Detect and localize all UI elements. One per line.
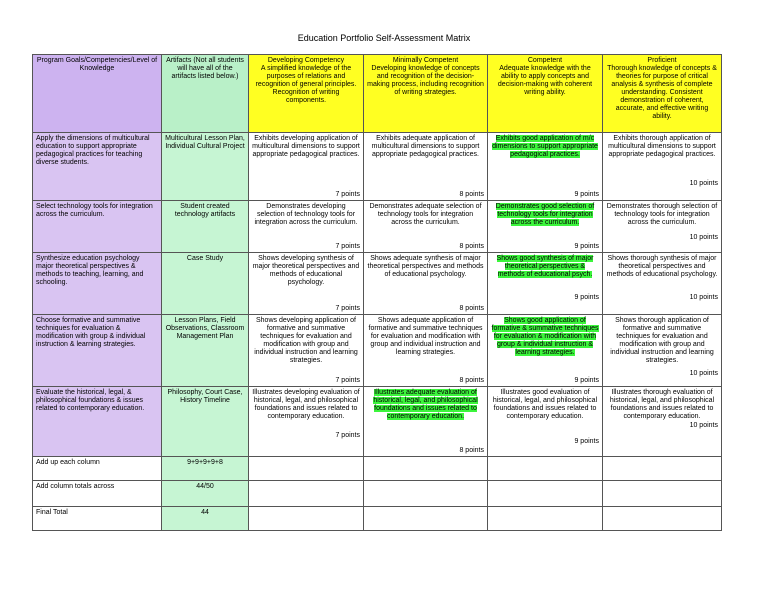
points-label: 7 points (335, 432, 360, 439)
points-label: 8 points (459, 305, 484, 312)
points-label: 10 points (689, 294, 718, 301)
level-name: Competent (527, 57, 563, 64)
empty-cell (249, 507, 364, 531)
level-desc: Developing knowledge of concepts and recognition of the decision-making process, including recognition of writing strategies. (367, 65, 484, 96)
artifact-cell: Multicultural Lesson Plan, Individual Cultural Project (162, 133, 249, 201)
points-label: 9 points (574, 377, 599, 384)
rubric-cell (603, 315, 722, 387)
cell-text: Shows adequate application of formative and summative techniques for evaluation and modification with group and individual instruction and learning strategies. (368, 317, 483, 356)
cell-text-highlighted: Shows good synthesis of major theoretical perspectives & methods of educational psych. (496, 255, 594, 278)
table-row (33, 133, 722, 201)
cell-text: Shows thorough application of formative and summative techniques for evaluation and modification with group and individual instruction and learning strategies. (610, 317, 714, 364)
rubric-cell-selected (488, 253, 603, 315)
cell-text-highlighted: Demonstrates good selection of technology tools for integration across the curriculum. (495, 203, 595, 226)
footer-value: 44/50 (162, 481, 249, 507)
artifact-cell: Lesson Plans, Field Observations, Classroom Management Plan (162, 315, 249, 387)
footer-row (33, 481, 722, 507)
artifact-cell: Philosophy, Court Case, History Timeline (162, 387, 249, 457)
cell-text: Shows developing synthesis of major theoretical perspectives and methods of educational psychology. (252, 255, 360, 286)
cell-text: Exhibits adequate application of multicultural dimensions to support appropriate pedagogical practices. (371, 135, 480, 158)
points-label: 8 points (459, 243, 484, 250)
cell-text-highlighted: Shows good application of formative & summative techniques for evaluation & modification with group & individual instruction & learning strategies. (491, 317, 599, 356)
rubric-cell (364, 133, 488, 201)
rubric-cell (603, 253, 722, 315)
rubric-cell (603, 133, 722, 201)
rubric-cell (249, 201, 364, 253)
points-label: 10 points (689, 370, 718, 377)
level-name: Developing Competency (267, 57, 345, 64)
level-header-proficient (603, 55, 722, 133)
header-row (33, 55, 722, 133)
level-desc: Thorough knowledge of concepts & theories for purpose of critical analysis & synthesis of complete understanding. Consistent demonstration of coherent, accurate, and effective writing ability. (607, 65, 717, 120)
empty-cell (603, 481, 722, 507)
rubric-cell (364, 253, 488, 315)
level-name: Minimally Competent (392, 57, 459, 64)
rubric-cell (249, 133, 364, 201)
empty-cell (488, 457, 603, 481)
empty-cell (364, 457, 488, 481)
footer-label: Add column totals across (33, 481, 162, 507)
goal-cell: Choose formative and summative techniques for evaluation & modification with group & individual instruction & learning strategies. (33, 315, 162, 387)
rubric-cell (364, 315, 488, 387)
rubric-cell (603, 201, 722, 253)
points-label: 10 points (689, 180, 718, 187)
goal-cell: Evaluate the historical, legal, & philosophical foundations & issues related to contemporary education. (33, 387, 162, 457)
table-row (33, 253, 722, 315)
footer-row (33, 457, 722, 481)
cell-text-highlighted: Exhibits good application of m/c dimensions to support appropriate pedagogical practices. (492, 135, 598, 158)
self-assessment-matrix (32, 54, 722, 531)
artifact-cell: Case Study (162, 253, 249, 315)
rubric-cell (603, 387, 722, 457)
points-label: 10 points (689, 234, 718, 241)
level-desc: Adequate knowledge with the ability to apply concepts and decision-making with coherent writing ability. (497, 65, 593, 96)
points-label: 7 points (335, 305, 360, 312)
rubric-cell (249, 387, 364, 457)
rubric-cell (364, 201, 488, 253)
points-label: 8 points (459, 447, 484, 454)
rubric-cell-selected (488, 201, 603, 253)
footer-label: Add up each column (33, 457, 162, 481)
level-header-minimal (364, 55, 488, 133)
empty-cell (488, 481, 603, 507)
points-label: 9 points (574, 243, 599, 250)
empty-cell (603, 457, 722, 481)
empty-cell (249, 457, 364, 481)
table-row (33, 201, 722, 253)
level-desc: A simplified knowledge of the purposes of relations and recognition of general principles. Recognition of writing components. (255, 65, 357, 104)
cell-text: Shows developing application of formative and summative techniques for evaluation and modification with group and individual instruction and learning strategies. (254, 317, 358, 364)
level-header-developing (249, 55, 364, 133)
table-row (33, 387, 722, 457)
points-label: 7 points (335, 243, 360, 250)
cell-text: Illustrates developing evaluation of historical, legal, and philosophical foundations and issues related to contemporary education. (252, 389, 360, 420)
empty-cell (364, 481, 488, 507)
empty-cell (603, 507, 722, 531)
artifact-cell: Student created technology artifacts (162, 201, 249, 253)
page-title: Education Portfolio Self-Assessment Matrix (297, 33, 471, 43)
cell-text: Exhibits developing application of multicultural dimensions to support appropriate pedagogical practices. (252, 135, 360, 158)
artifacts-header: Artifacts (Not all students will have all of the artifacts listed below.) (162, 55, 249, 133)
footer-value: 44 (162, 507, 249, 531)
footer-row (33, 507, 722, 531)
footer-label: Final Total (33, 507, 162, 531)
cell-text: Exhibits thorough application of multicultural dimensions to support appropriate pedagogical practices. (608, 135, 716, 158)
rubric-cell (249, 253, 364, 315)
goal-cell: Apply the dimensions of multicultural education to support appropriate pedagogical practices for teaching diverse students. (33, 133, 162, 201)
points-label: 10 points (689, 422, 718, 429)
footer-value: 9+9+9+9+8 (162, 457, 249, 481)
points-label: 9 points (574, 294, 599, 301)
level-name: Proficient (647, 57, 677, 64)
points-label: 7 points (335, 377, 360, 384)
cell-text: Illustrates thorough evaluation of historical, legal, and philosophical foundations and issues related to contemporary education. (609, 389, 715, 420)
points-label: 7 points (335, 191, 360, 198)
cell-text-highlighted: Illustrates adequate evaluation of historical, legal, and philosophical foundations and issues related to contemporary education. (373, 389, 478, 420)
level-header-competent (488, 55, 603, 133)
rubric-cell (249, 315, 364, 387)
points-label: 9 points (574, 438, 599, 445)
goals-header: Program Goals/Competencies/Level of Knowledge (33, 55, 162, 133)
points-label: 9 points (574, 191, 599, 198)
rubric-cell-selected (488, 315, 603, 387)
points-label: 8 points (459, 377, 484, 384)
rubric-cell-selected (364, 387, 488, 457)
goal-cell: Select technology tools for integration across the curriculum. (33, 201, 162, 253)
cell-text: Demonstrates developing selection of technology tools for integration across the curriculum. (254, 203, 358, 226)
cell-text: Demonstrates thorough selection of technology tools for integration across the curriculum. (606, 203, 718, 226)
cell-text: Illustrates good evaluation of historical, legal, and philosophical foundations and issues related to contemporary education. (492, 389, 598, 420)
rubric-cell-selected (488, 133, 603, 201)
empty-cell (364, 507, 488, 531)
empty-cell (249, 481, 364, 507)
rubric-cell (488, 387, 603, 457)
table-row (33, 315, 722, 387)
cell-text: Shows thorough synthesis of major theoretical perspectives and methods of educational psychology. (606, 255, 718, 278)
empty-cell (488, 507, 603, 531)
goal-cell: Synthesize education psychology major theoretical perspectives & methods to teaching, learning, and schooling. (33, 253, 162, 315)
points-label: 8 points (459, 191, 484, 198)
cell-text: Shows adequate synthesis of major theoretical perspectives and methods of educational psychology. (367, 255, 484, 278)
cell-text: Demonstrates adequate selection of technology tools for integration across the curriculum. (369, 203, 482, 226)
